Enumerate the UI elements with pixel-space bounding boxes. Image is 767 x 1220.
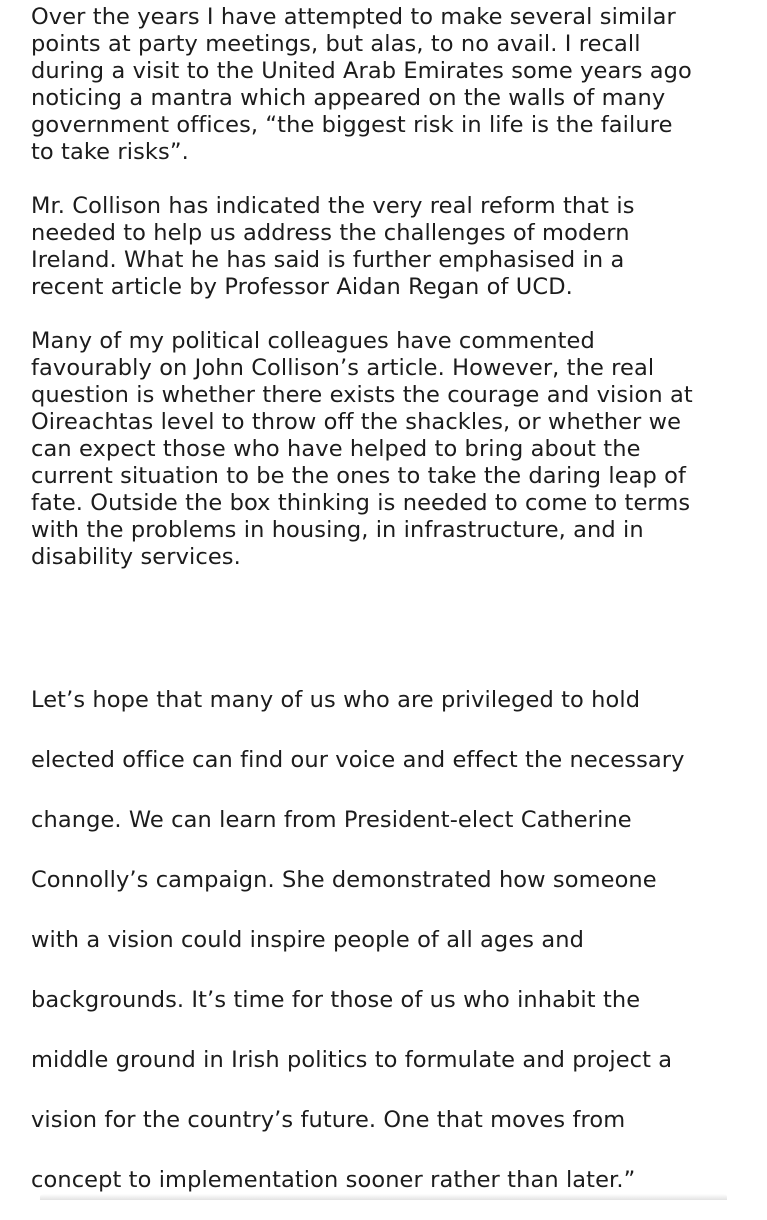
text-line: Ireland. What he has said is further emphasised in a bbox=[31, 247, 625, 273]
text-line: during a visit to the United Arab Emirates some years ago bbox=[31, 58, 692, 84]
text-line: backgrounds. It’s time for those of us who inhabit the bbox=[31, 987, 641, 1013]
text-line: question is whether there exists the courage and vision at bbox=[31, 382, 693, 408]
text-line: can expect those who have helped to bring about the bbox=[31, 436, 641, 462]
text-line: Many of my political colleagues have commented bbox=[31, 328, 595, 354]
text-line: Connolly’s campaign. She demonstrated how someone bbox=[31, 867, 657, 893]
text-line: elected office can find our voice and effect the necessary bbox=[31, 747, 685, 773]
paragraph-4 bbox=[31, 680, 685, 1220]
text-line: middle ground in Irish politics to formulate and project a bbox=[31, 1047, 673, 1073]
text-line: with a vision could inspire people of all ages and bbox=[31, 927, 584, 953]
text-line: noticing a mantra which appeared on the walls of many bbox=[31, 85, 666, 111]
text-line: Oireachtas level to throw off the shackles, or whether we bbox=[31, 409, 682, 435]
text-line: Let’s hope that many of us who are privileged to hold bbox=[31, 687, 641, 713]
text-line: change. We can learn from President-elect Catherine bbox=[31, 807, 632, 833]
text-line: needed to help us address the challenges of modern bbox=[31, 220, 630, 246]
text-line: government offices, “the biggest risk in life is the failure bbox=[31, 112, 673, 138]
text-line: Mr. Collison has indicated the very real reform that is bbox=[31, 193, 635, 219]
text-line: fate. Outside the box thinking is needed to come to terms bbox=[31, 490, 691, 516]
paragraph-3 bbox=[31, 328, 763, 571]
text-line: favourably on John Collison’s article. However, the real bbox=[31, 355, 655, 381]
scroll-edge-shadow bbox=[40, 1194, 727, 1200]
paragraph-2 bbox=[31, 193, 763, 301]
text-line: points at party meetings, but alas, to no avail. I recall bbox=[31, 31, 641, 57]
text-line: concept to implementation sooner rather than later.” bbox=[31, 1167, 636, 1193]
paragraph-1 bbox=[31, 4, 763, 166]
article-body bbox=[31, 4, 763, 1193]
text-line: disability services. bbox=[31, 544, 241, 570]
text-line: vision for the country’s future. One that moves from bbox=[31, 1107, 626, 1133]
text-line: to take risks”. bbox=[31, 139, 189, 165]
text-line: recent article by Professor Aidan Regan of UCD. bbox=[31, 274, 573, 300]
text-line: with the problems in housing, in infrastructure, and in bbox=[31, 517, 644, 543]
text-line: current situation to be the ones to take the daring leap of bbox=[31, 463, 687, 489]
text-line: Over the years I have attempted to make several similar bbox=[31, 4, 676, 30]
